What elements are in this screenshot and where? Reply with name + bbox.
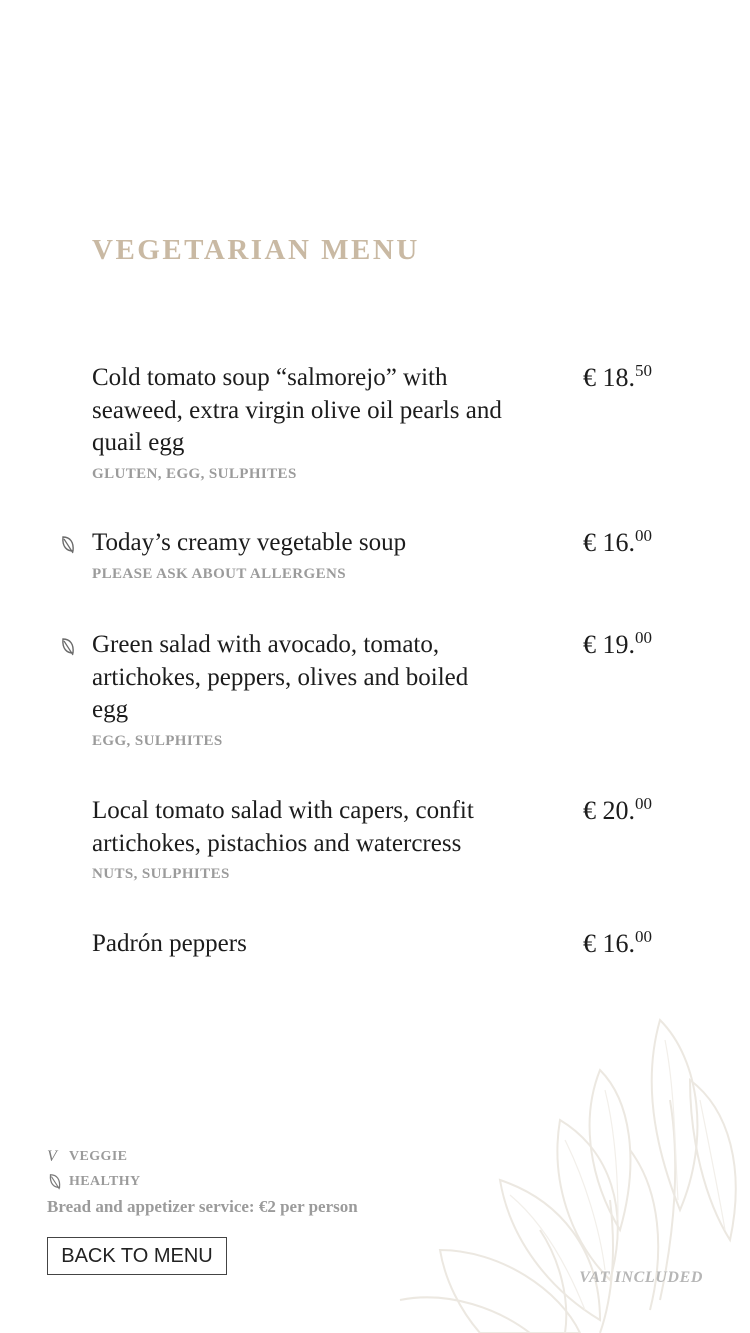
dish-name: Today’s creamy vegetable soup (92, 529, 407, 556)
menu-item (92, 928, 652, 961)
leaf-icon (60, 535, 76, 555)
legend-veggie (47, 1144, 141, 1169)
dish-allergens: PLEASE ASK ABOUT ALLERGENS (92, 565, 346, 582)
price-cents: 00 (635, 628, 652, 647)
dish-name: Padrón peppers (92, 930, 247, 957)
price-main: € 19. (583, 630, 635, 659)
dish-price (583, 527, 652, 562)
legend-veggie-label: VEGGIE (69, 1148, 128, 1164)
dish-name: Local tomato salad with capers, confit artichokes, pistachios and watercress (92, 797, 474, 857)
vat-note: VAT INCLUDED (579, 1269, 703, 1286)
menu-item (92, 527, 652, 584)
price-cents: 50 (635, 361, 652, 380)
dish-allergens: GLUTEN, EGG, SULPHITES (92, 465, 297, 482)
dish-name: Green salad with avocado, tomato, artichokes, peppers, olives and boiled egg (92, 631, 469, 723)
dish-price (583, 928, 652, 963)
dish-price (583, 629, 652, 664)
menu-item (92, 362, 652, 484)
leaf-icon (47, 1173, 63, 1191)
price-cents: 00 (635, 526, 652, 545)
price-cents: 00 (635, 927, 652, 946)
price-main: € 18. (583, 363, 635, 392)
dish-allergens: NUTS, SULPHITES (92, 866, 230, 882)
price-cents: 00 (635, 794, 652, 813)
page-title: VEGETARIAN MENU (92, 234, 420, 266)
price-main: € 16. (583, 929, 635, 958)
price-main: € 16. (583, 528, 635, 557)
menu-item (92, 795, 652, 884)
leaf-icon (60, 637, 76, 657)
menu-item (92, 629, 652, 751)
dish-name: Cold tomato soup “salmorejo” with seaweed, extra virgin olive oil pearls and quail egg (92, 364, 502, 456)
price-main: € 20. (583, 796, 635, 825)
legend-healthy-label: HEALTHY (69, 1173, 141, 1189)
legend (47, 1144, 141, 1194)
dish-price (583, 795, 652, 830)
back-to-menu-button[interactable]: BACK TO MENU (47, 1237, 227, 1275)
legend-healthy (47, 1169, 141, 1194)
veggie-icon: V (47, 1147, 57, 1165)
dish-price (583, 362, 652, 397)
bread-service-note: Bread and appetizer service: €2 per person (47, 1197, 358, 1216)
dish-allergens: EGG, SULPHITES (92, 732, 223, 749)
